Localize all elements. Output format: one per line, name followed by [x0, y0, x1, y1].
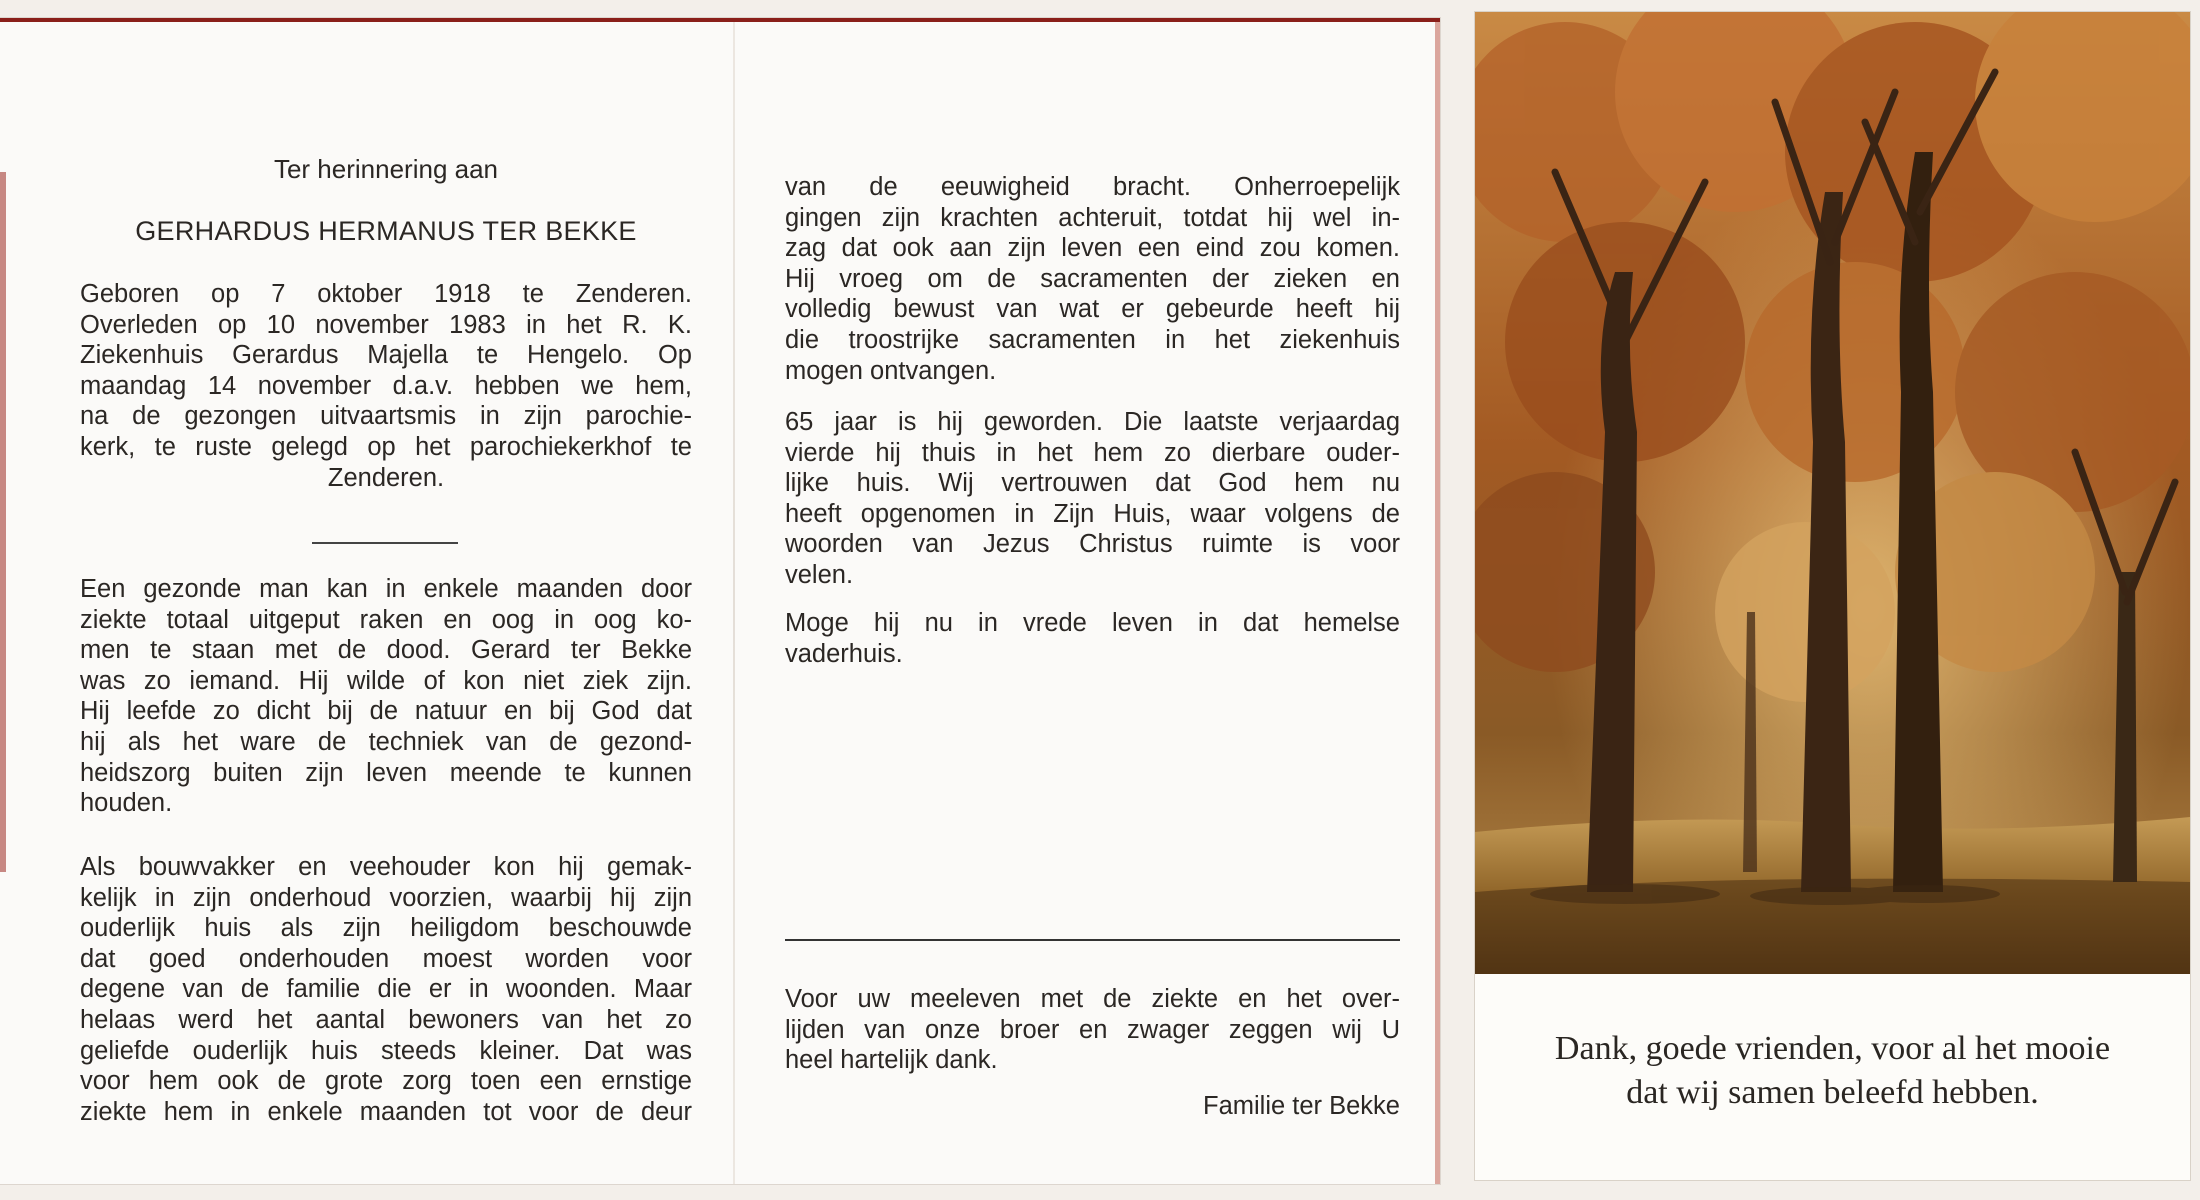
card-edge-left [0, 172, 6, 872]
text-line: Als bouwvakker en veehouder kon hij gemak- [80, 853, 692, 881]
divider-long [785, 939, 1400, 941]
text-line: 65 jaar is hij geworden. Die laatste verjaardag [785, 408, 1400, 436]
text-line: ziekte hem in enkele maanden tot voor de deur [80, 1097, 692, 1126]
text-line: lijden van onze broer en zwager zeggen wij U [785, 1015, 1400, 1044]
text-line: van de eeuwigheid bracht. Onherroepelijk [785, 173, 1400, 201]
text-line: houden. [80, 789, 173, 818]
text-line: heel hartelijk dank. [785, 1046, 998, 1075]
bio-line: Overleden op 10 november 1983 in het R. K. [80, 310, 692, 339]
autumn-forest-photo [1475, 12, 2190, 974]
text-line: ouderlijk huis als zijn heiligdom beschouwde [80, 914, 692, 943]
caption-line: dat wij samen beleefd hebben. [1626, 1074, 2039, 1111]
text-line: velen. [785, 560, 854, 589]
text-line: mogen ontvangen. [785, 356, 997, 385]
text-line: geliefde ouderlijk huis steeds kleiner. Dat was [80, 1036, 692, 1065]
paragraph-health [80, 574, 692, 819]
text-line: was zo iemand. Hij wilde of kon niet ziek zijn. [80, 666, 692, 695]
family-signature: Familie ter Bekke [1203, 1092, 1400, 1120]
text-line: men te staan met de dood. Gerard ter Bekke [80, 636, 692, 665]
card-fold [733, 22, 735, 1184]
text-line: volledig bewust van wat er gebeurde heeft hij [785, 295, 1400, 324]
text-line: kelijk in zijn onderhoud voorzien, waarbij hij zijn [80, 883, 692, 912]
bio-line: Ziekenhuis Gerardus Majella te Hengelo. Op [80, 341, 692, 370]
deceased-name: GERHARDUS HERMANUS TER BEKKE [135, 216, 637, 246]
text-line: vaderhuis. [785, 639, 903, 668]
text-line: Hij vroeg om de sacramenten der zieken en [785, 264, 1400, 293]
bio-line: maandag 14 november d.a.v. hebben we hem, [80, 371, 692, 400]
photo-card [1475, 12, 2190, 1180]
card-edge-right [1435, 22, 1440, 1184]
text-line: gingen zijn krachten achteruit, totdat hij wel in- [785, 203, 1400, 232]
text-line: helaas werd het aantal bewoners van het zo [80, 1005, 692, 1034]
text-line: die troostrijke sacramenten in het ziekenhuis [785, 325, 1400, 354]
intro-text: Ter herinnering aan [273, 154, 499, 184]
paragraph-work [80, 852, 692, 1127]
text-line: Voor uw meeleven met de ziekte en het over- [785, 985, 1400, 1013]
bio-line: kerk, te ruste gelegd op het parochiekerkhof te [80, 432, 692, 461]
memorial-card-spread [0, 18, 1440, 1184]
text-line: degene van de familie die er in woonden. Maar [80, 975, 692, 1004]
left-page [80, 22, 692, 1184]
paragraph-prayer [785, 608, 1400, 669]
right-page [785, 22, 1400, 1184]
paragraph-birthday [785, 407, 1400, 591]
text-line: woorden van Jezus Christus ruimte is voor [785, 530, 1400, 559]
text-line: vierde hij thuis in het hem zo dierbare ouder- [785, 438, 1400, 467]
divider-short [312, 542, 458, 544]
text-line: dat goed onderhouden moest worden voor [80, 944, 692, 973]
text-line: Moge hij nu in vrede leven in dat hemelse [785, 609, 1400, 637]
paragraph-illness [785, 172, 1400, 386]
text-line: voor hem ook de grote zorg toen een ernstige [80, 1067, 692, 1096]
text-line: Een gezonde man kan in enkele maanden door [80, 575, 692, 603]
bio-line: Zenderen. [327, 463, 445, 492]
text-line: ziekte totaal uitgeput raken en oog in oog ko- [80, 605, 692, 634]
thanks-paragraph [785, 984, 1400, 1076]
text-line: zag dat ook aan zijn leven een eind zou komen. [785, 234, 1400, 263]
text-line: lijke huis. Wij vertrouwen dat God hem nu [785, 469, 1400, 498]
bio-line: Geboren op 7 oktober 1918 te Zenderen. [80, 280, 692, 308]
text-line: heeft opgenomen in Zijn Huis, waar volgens de [785, 499, 1400, 528]
forest-illustration [1475, 12, 2190, 974]
caption-line: Dank, goede vrienden, voor al het mooie [1554, 1030, 2111, 1067]
text-line: Hij leefde zo dicht bij de natuur en bij God dat [80, 697, 692, 726]
photo-caption [1475, 1027, 2190, 1115]
biography-block [80, 279, 692, 493]
bio-line: na de gezongen uitvaartsmis in zijn parochie- [80, 402, 692, 431]
text-line: heidszorg buiten zijn leven meende te kunnen [80, 758, 692, 787]
text-line: hij als het ware de techniek van de gezond- [80, 727, 692, 756]
